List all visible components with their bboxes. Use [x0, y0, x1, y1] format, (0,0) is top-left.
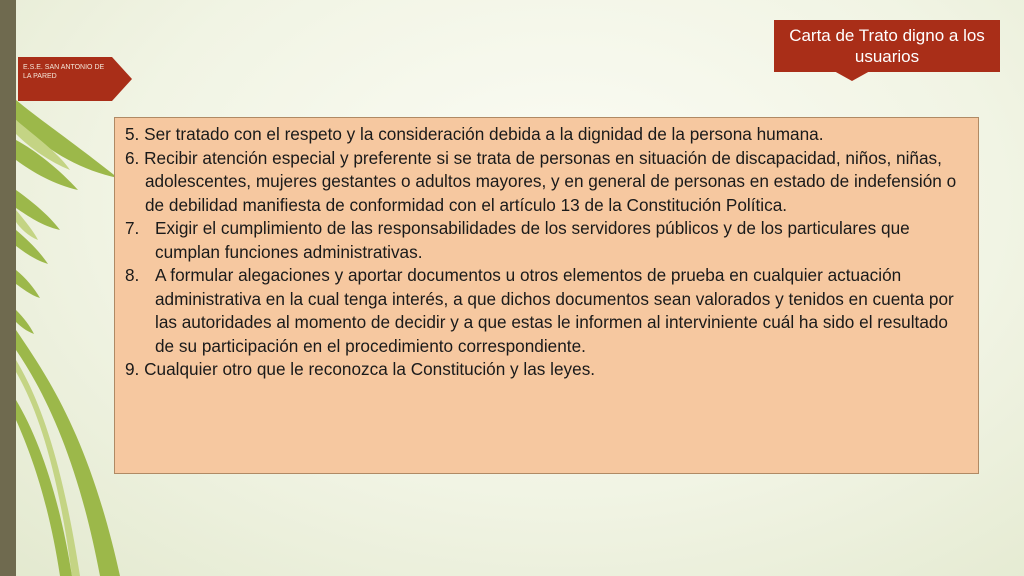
item-number: 9.	[125, 359, 140, 379]
title-pointer	[834, 71, 870, 81]
rights-list	[114, 117, 979, 474]
item-number: 5.	[125, 124, 140, 144]
item-number: 7.	[125, 218, 140, 238]
item-text: Ser tratado con el respeto y la consideración debida a la dignidad de la persona humana.	[144, 124, 824, 144]
list-item	[125, 264, 970, 358]
item-number: 6.	[125, 147, 140, 168]
org-tag	[18, 57, 112, 101]
org-name: E.S.E. SAN ANTONIO DE LA PARED	[23, 64, 105, 80]
item-text: Cualquier otro que le reconozca la Constitución y las leyes.	[144, 359, 596, 379]
list-item	[125, 147, 970, 218]
item-number: 8.	[125, 265, 140, 285]
item-text: Exigir el cumplimiento de las responsabilidades de los servidores públicos y de los particulares que cumplan funciones administrativas.	[155, 218, 910, 262]
page-title: Carta de Trato digno a los usuarios	[774, 20, 1000, 72]
item-text: Recibir atención especial y preferente si se trata de personas en situación de discapacidad, niños, niñas, adolescentes, mujeres gestantes o adultos mayores, y en general de personas en estado de indefensión o de debilidad manifiesta de conformidad con el artículo 13 de la Constitución Política.	[144, 147, 957, 215]
list-item	[125, 217, 970, 264]
list-item	[125, 123, 970, 147]
list-item	[125, 358, 970, 382]
item-text: A formular alegaciones y aportar documentos u otros elementos de prueba en cualquier actuación administrativa en la cual tenga interés, a que dichos documentos sean valorados y tenidos en cuenta por las autoridades al momento de decidir y a que estas le informen al interviniente cuál ha sido el resultado de su participación en el procedimiento correspondiente.	[155, 265, 954, 356]
